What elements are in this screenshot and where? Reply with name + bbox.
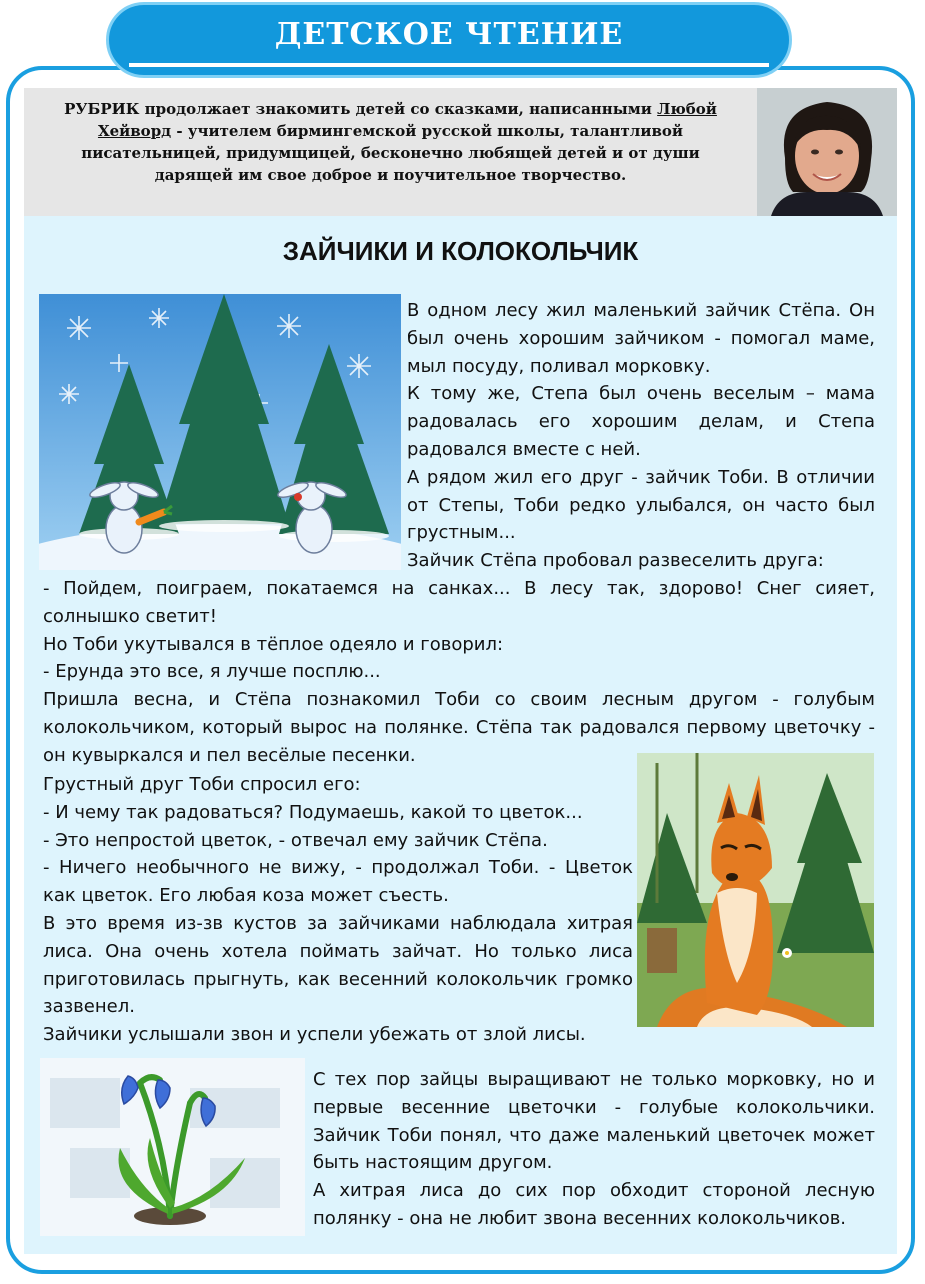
header-title: ДЕТСКОЕ ЧТЕНИЕ [274, 17, 624, 52]
paragraph: - И чему так радоваться? Подумаешь, какой то цветок... [43, 801, 583, 823]
paragraph: Пришла весна, и Стёпа познакомил Тоби со своим лесным другом - голубым колокольчиком, который вырос на полянке. Стёпа так радовался первому цветочку - он кувыркался и пел весёлые песенки. [43, 689, 875, 766]
paragraph: А рядом жил его друг - зайчик Тоби. В отличии от Степы, Тоби редко улыбался, он часто был грустным... [407, 466, 875, 544]
winter-forest-illustration [39, 294, 401, 570]
paragraph: В это время из-зв кустов за зайчиками наблюдала хитрая лиса. Она очень хотела поймать зайчат. Но только лиса приготовилась прыгнуть, как весенний колокольчик громко зазвенел. [43, 912, 633, 1018]
author-name: Любой Хейворд [97, 100, 717, 140]
author-portrait [757, 88, 897, 216]
story-block-1 [407, 297, 875, 575]
header-underline [129, 63, 769, 67]
story-block-4 [313, 1066, 875, 1233]
paragraph: Но Тоби укутывался в тёплое одеяло и говорил: [43, 633, 504, 655]
paragraph: В одном лесу жил маленький зайчик Стёпа. Он был очень хорошим зайчиком - помогал маме, мыл посуду, поливал морковку. [407, 300, 875, 377]
intro-text-end: - учителем бирмингемской русской школы, талантливой писательницей, придумщицей, бесконечно любящей детей и от души дарящей им свое доброе и поучительное творчество. [81, 122, 700, 184]
paragraph: - Пойдем, поиграем, покатаемся на санках... В лесу так, здорово! Снег сияет, солнышко светит! [43, 578, 875, 627]
story-block-2 [43, 575, 875, 770]
paragraph: А хитрая лиса до сих пор обходит стороной лесную полянку - она не любит звона весенних колокольчиков. [313, 1180, 875, 1229]
paragraph: Грустный друг Тоби спросил его: [43, 774, 361, 795]
paragraph: Зайчик Стёпа пробовал развеселить друга: [407, 550, 824, 572]
story-block-3 [43, 771, 633, 1049]
bluebell-illustration [40, 1058, 305, 1236]
paragraph: - Ничего необычного не вижу, - продолжал Тоби. - Цветок как цветок. Его любая коза может съесть. [43, 857, 633, 907]
paragraph: - Это непростой цветок, - отвечал ему зайчик Стёпа. [43, 829, 548, 851]
intro-text-start: РУБРИК продолжает знакомить детей со сказками, написанными [64, 100, 652, 118]
fox-illustration [637, 753, 874, 1027]
paragraph: С тех пор зайцы выращивают не только морковку, но и первые весенние цветочки - голубые колокольчики. Зайчик Тоби понял, что даже маленький цветочек может быть настоящим другом. [313, 1069, 875, 1174]
intro-box [24, 88, 757, 216]
story-title: ЗАЙЧИКИ И КОЛОКОЛЬЧИК [282, 236, 639, 266]
header-banner [106, 2, 792, 78]
paragraph: - Ерунда это все, я лучше посплю... [43, 661, 381, 683]
paragraph: К тому же, Степа был очень веселым – мама радовалась его хорошим делам, и Степа радовался вместе с ней. [407, 383, 875, 460]
paragraph: Зайчики услышали звон и успели убежать от злой лисы. [43, 1024, 586, 1046]
